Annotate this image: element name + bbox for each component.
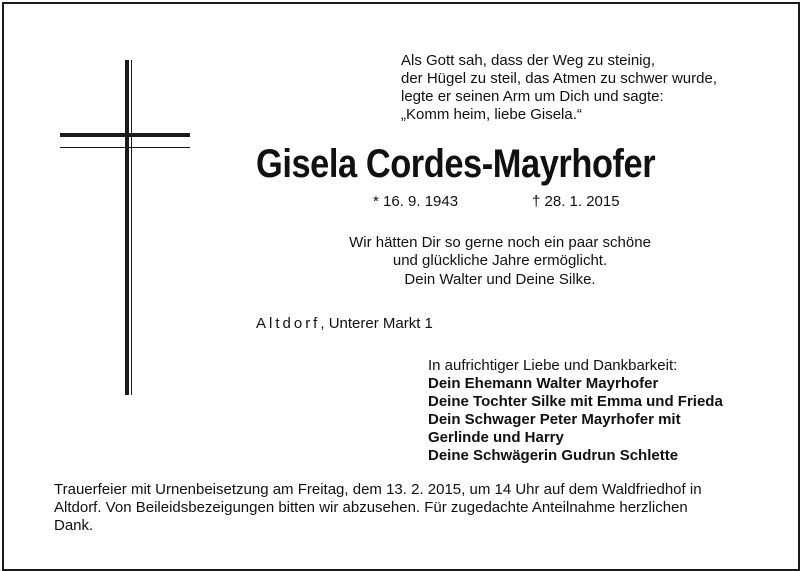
funeral-line: Trauerfeier mit Urnenbeisetzung am Freitag, dem 13. 2. 2015, um 14 Uhr auf dem Waldfriedhof in <box>54 481 702 498</box>
address-town: Altdorf <box>256 315 321 332</box>
mourner-line: Deine Tochter Silke mit Emma und Frieda <box>428 393 723 410</box>
farewell-message <box>300 234 700 270</box>
cross-horizontal-line <box>60 147 190 148</box>
farewell-line: Wir hätten Dir so gerne noch ein paar schöne <box>349 234 651 251</box>
funeral-details <box>54 481 754 535</box>
mourner-line: Deine Schwägerin Gudrun Schlette <box>428 447 679 464</box>
mourner-line: Dein Schwager Peter Mayrhofer mit <box>428 411 681 428</box>
mourners-intro: In aufrichtiger Liebe und Dankbarkeit: <box>428 357 678 374</box>
farewell-line: und glückliche Jahre ermöglicht. <box>392 252 608 269</box>
funeral-line: Dank. <box>54 517 94 534</box>
family-signoff: Dein Walter und Deine Silke. <box>404 271 596 288</box>
poem-line: der Hügel zu steil, das Atmen zu schwer wurde, <box>401 70 717 87</box>
mourner-line: Dein Ehemann Walter Mayrhofer <box>428 375 659 392</box>
deceased-name: Gisela Cordes-Mayrhofer <box>256 142 656 186</box>
mourners-list <box>428 357 768 465</box>
poem-line: „Komm heim, liebe Gisela.“ <box>401 106 582 123</box>
birth-date: * 16. 9. 1943 <box>373 193 459 210</box>
funeral-line: Altdorf. Von Beileidsbezeigungen bitten wir abzusehen. Für zugedachte Anteilnahme herzlichen <box>54 499 688 516</box>
poem-line: Als Gott sah, dass der Weg zu steinig, <box>401 52 656 69</box>
address <box>256 315 433 332</box>
death-date: † 28. 1. 2015 <box>532 193 620 210</box>
address-street: , Unterer Markt 1 <box>320 315 433 332</box>
poem-verse <box>401 52 781 124</box>
cross-horizontal-bar <box>60 133 190 137</box>
poem-line: legte er seinen Arm um Dich und sagte: <box>401 88 664 105</box>
cross-vertical-line <box>131 60 132 395</box>
mourner-line: Gerlinde und Harry <box>428 429 564 446</box>
cross-vertical-bar <box>125 60 129 395</box>
